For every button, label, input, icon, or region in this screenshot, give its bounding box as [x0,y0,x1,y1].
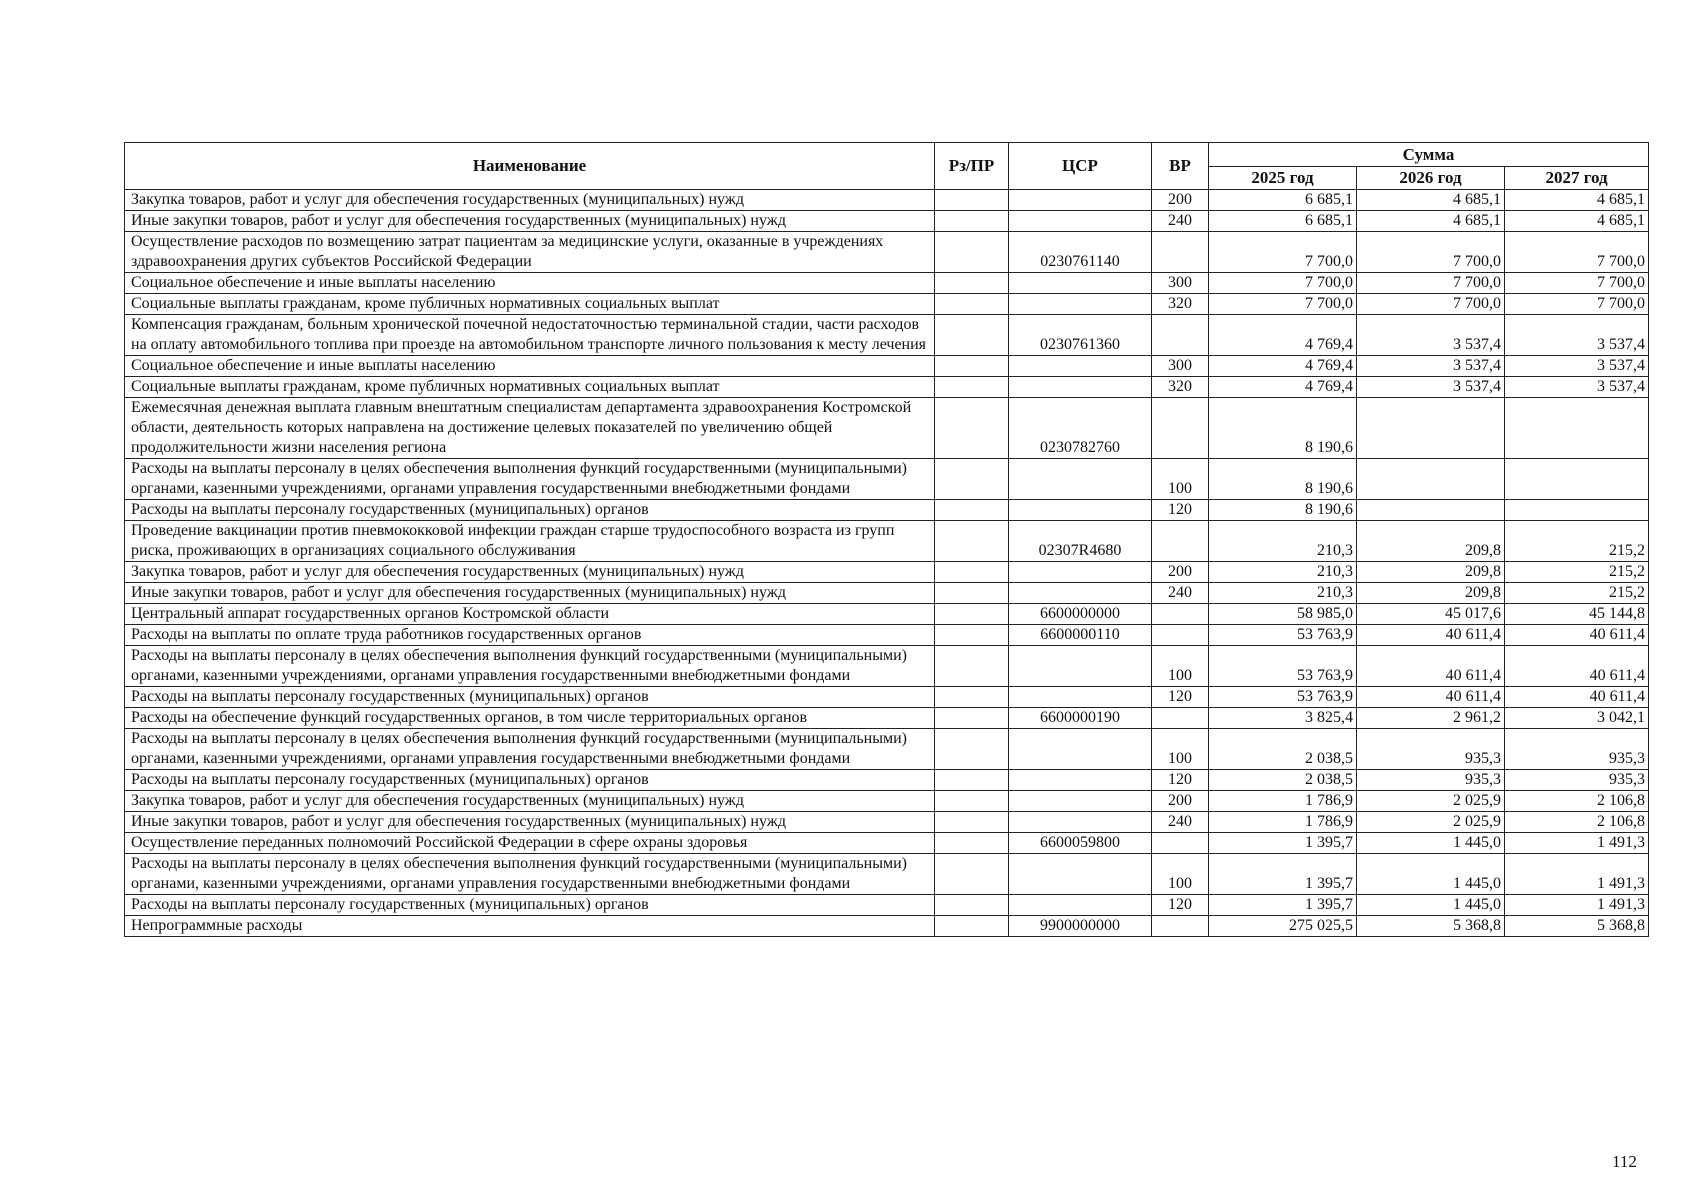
cell-vr [1152,625,1209,646]
cell-vr [1152,604,1209,625]
cell-csr: 6600000110 [1009,625,1152,646]
cell-2026: 209,8 [1357,562,1505,583]
cell-vr [1152,315,1209,356]
cell-2026: 7 700,0 [1357,273,1505,294]
cell-2025: 6 685,1 [1209,190,1357,211]
table-row [125,273,1649,294]
cell-csr [1009,562,1152,583]
cell-name: Расходы на выплаты персоналу государственных (муниципальных) органов [125,500,935,521]
cell-2027: 7 700,0 [1505,294,1649,315]
cell-2027 [1505,398,1649,459]
cell-2025: 8 190,6 [1209,398,1357,459]
cell-2026: 3 537,4 [1357,356,1505,377]
cell-csr [1009,895,1152,916]
cell-name: Осуществление переданных полномочий Российской Федерации в сфере охраны здоровья [125,833,935,854]
cell-vr: 200 [1152,791,1209,812]
cell-2027: 3 537,4 [1505,377,1649,398]
table-row [125,190,1649,211]
cell-csr: 0230782760 [1009,398,1152,459]
cell-csr [1009,356,1152,377]
cell-vr: 240 [1152,211,1209,232]
table-row [125,812,1649,833]
cell-name: Непрограммные расходы [125,916,935,937]
table-row [125,791,1649,812]
cell-rzpr [935,356,1009,377]
cell-rzpr [935,398,1009,459]
cell-2026: 4 685,1 [1357,211,1505,232]
table-row [125,916,1649,937]
page-number: 112 [1612,1152,1637,1171]
cell-2025: 58 985,0 [1209,604,1357,625]
table-row [125,646,1649,687]
cell-2027 [1505,459,1649,500]
header-year-2027: 2027 год [1505,167,1649,190]
cell-2026: 1 445,0 [1357,854,1505,895]
table-row [125,211,1649,232]
cell-2026: 935,3 [1357,729,1505,770]
table-row [125,294,1649,315]
cell-rzpr [935,190,1009,211]
cell-vr: 320 [1152,377,1209,398]
cell-csr [1009,459,1152,500]
cell-name: Социальные выплаты гражданам, кроме публичных нормативных социальных выплат [125,377,935,398]
cell-csr [1009,729,1152,770]
cell-2025: 8 190,6 [1209,459,1357,500]
table-body [125,190,1649,937]
cell-csr [1009,812,1152,833]
cell-vr [1152,833,1209,854]
cell-2027: 45 144,8 [1505,604,1649,625]
table-row [125,562,1649,583]
cell-csr: 02307R4680 [1009,521,1152,562]
cell-2025: 3 825,4 [1209,708,1357,729]
budget-table [124,142,1649,937]
cell-2027: 7 700,0 [1505,273,1649,294]
cell-rzpr [935,315,1009,356]
cell-rzpr [935,895,1009,916]
cell-2027: 1 491,3 [1505,854,1649,895]
cell-2027: 215,2 [1505,521,1649,562]
cell-2027: 1 491,3 [1505,895,1649,916]
cell-csr [1009,770,1152,791]
cell-rzpr [935,854,1009,895]
cell-rzpr [935,729,1009,770]
cell-2027: 935,3 [1505,770,1649,791]
header-csr: ЦСР [1009,143,1152,190]
cell-2025: 4 769,4 [1209,315,1357,356]
cell-2027: 40 611,4 [1505,687,1649,708]
cell-2025: 53 763,9 [1209,687,1357,708]
cell-rzpr [935,625,1009,646]
cell-2025: 1 786,9 [1209,812,1357,833]
cell-2025: 2 038,5 [1209,770,1357,791]
cell-2025: 1 395,7 [1209,895,1357,916]
cell-csr: 6600000190 [1009,708,1152,729]
cell-csr [1009,583,1152,604]
cell-name: Закупка товаров, работ и услуг для обеспечения государственных (муниципальных) нужд [125,190,935,211]
cell-rzpr [935,770,1009,791]
cell-vr: 300 [1152,356,1209,377]
cell-vr [1152,232,1209,273]
cell-vr [1152,398,1209,459]
cell-name: Расходы на выплаты персоналу государственных (муниципальных) органов [125,895,935,916]
cell-2026: 209,8 [1357,583,1505,604]
cell-2026 [1357,500,1505,521]
header-rzpr: Рз/ПР [935,143,1009,190]
cell-rzpr [935,521,1009,562]
cell-2027: 3 537,4 [1505,356,1649,377]
table-row [125,583,1649,604]
cell-vr: 300 [1152,273,1209,294]
cell-csr [1009,294,1152,315]
cell-rzpr [935,646,1009,687]
cell-csr [1009,500,1152,521]
cell-vr: 120 [1152,687,1209,708]
cell-vr: 100 [1152,854,1209,895]
cell-2025: 7 700,0 [1209,294,1357,315]
cell-csr [1009,854,1152,895]
cell-2027: 215,2 [1505,562,1649,583]
table-row [125,854,1649,895]
cell-vr: 320 [1152,294,1209,315]
cell-rzpr [935,294,1009,315]
cell-rzpr [935,791,1009,812]
cell-2025: 1 786,9 [1209,791,1357,812]
header-year-2025: 2025 год [1209,167,1357,190]
cell-2026: 2 025,9 [1357,812,1505,833]
cell-name: Расходы на выплаты персоналу в целях обеспечения выполнения функций государственными (муниципальными) органами, казенными учреждениями, органами управления государственными внебюджетными фондами [125,459,935,500]
cell-vr [1152,708,1209,729]
cell-csr [1009,646,1152,687]
cell-2025: 8 190,6 [1209,500,1357,521]
cell-2027: 3 537,4 [1505,315,1649,356]
cell-name: Расходы на выплаты персоналу государственных (муниципальных) органов [125,687,935,708]
cell-rzpr [935,583,1009,604]
cell-2025: 275 025,5 [1209,916,1357,937]
cell-2027: 40 611,4 [1505,646,1649,687]
cell-2026: 7 700,0 [1357,232,1505,273]
cell-2026: 2 025,9 [1357,791,1505,812]
cell-2026 [1357,398,1505,459]
cell-2025: 4 769,4 [1209,356,1357,377]
cell-vr: 240 [1152,812,1209,833]
cell-2027: 1 491,3 [1505,833,1649,854]
cell-vr: 100 [1152,729,1209,770]
cell-rzpr [935,232,1009,273]
cell-2025: 2 038,5 [1209,729,1357,770]
cell-2025: 4 769,4 [1209,377,1357,398]
cell-rzpr [935,562,1009,583]
cell-2026: 2 961,2 [1357,708,1505,729]
cell-rzpr [935,604,1009,625]
header-year-2026: 2026 год [1357,167,1505,190]
cell-name: Расходы на выплаты персоналу в целях обеспечения выполнения функций государственными (муниципальными) органами, казенными учреждениями, органами управления государственными внебюджетными фондами [125,729,935,770]
cell-rzpr [935,708,1009,729]
cell-vr: 120 [1152,770,1209,791]
cell-2025: 1 395,7 [1209,833,1357,854]
cell-2026: 45 017,6 [1357,604,1505,625]
cell-csr: 6600000000 [1009,604,1152,625]
cell-csr: 0230761140 [1009,232,1152,273]
cell-2026: 40 611,4 [1357,687,1505,708]
cell-2025: 53 763,9 [1209,625,1357,646]
cell-2026: 40 611,4 [1357,625,1505,646]
cell-csr: 9900000000 [1009,916,1152,937]
cell-vr: 120 [1152,895,1209,916]
cell-name: Осуществление расходов по возмещению затрат пациентам за медицинские услуги, оказанные в учреждениях здравоохранения других субъектов Российской Федерации [125,232,935,273]
cell-2026: 4 685,1 [1357,190,1505,211]
cell-name: Социальное обеспечение и иные выплаты населению [125,356,935,377]
cell-2027: 2 106,8 [1505,812,1649,833]
cell-rzpr [935,273,1009,294]
cell-2026: 1 445,0 [1357,833,1505,854]
cell-2027: 215,2 [1505,583,1649,604]
cell-2027: 935,3 [1505,729,1649,770]
cell-name: Расходы на выплаты персоналу государственных (муниципальных) органов [125,770,935,791]
cell-csr [1009,211,1152,232]
cell-vr: 120 [1152,500,1209,521]
cell-2027 [1505,500,1649,521]
cell-2027: 4 685,1 [1505,190,1649,211]
cell-name: Расходы на выплаты персоналу в целях обеспечения выполнения функций государственными (муниципальными) органами, казенными учреждениями, органами управления государственными внебюджетными фондами [125,854,935,895]
cell-rzpr [935,377,1009,398]
cell-2026: 209,8 [1357,521,1505,562]
cell-name: Расходы на выплаты персоналу в целях обеспечения выполнения функций государственными (муниципальными) органами, казенными учреждениями, органами управления государственными внебюджетными фондами [125,646,935,687]
cell-rzpr [935,687,1009,708]
table-row [125,729,1649,770]
cell-vr [1152,521,1209,562]
table-row [125,315,1649,356]
table-row [125,232,1649,273]
cell-name: Иные закупки товаров, работ и услуг для обеспечения государственных (муниципальных) нужд [125,583,935,604]
cell-2027: 40 611,4 [1505,625,1649,646]
cell-name: Расходы на обеспечение функций государственных органов, в том числе территориальных органов [125,708,935,729]
cell-name: Закупка товаров, работ и услуг для обеспечения государственных (муниципальных) нужд [125,791,935,812]
table-row [125,398,1649,459]
cell-2025: 210,3 [1209,562,1357,583]
cell-2025: 6 685,1 [1209,211,1357,232]
cell-name: Социальные выплаты гражданам, кроме публичных нормативных социальных выплат [125,294,935,315]
cell-2027: 7 700,0 [1505,232,1649,273]
cell-2026: 1 445,0 [1357,895,1505,916]
cell-vr: 100 [1152,646,1209,687]
cell-2026: 3 537,4 [1357,377,1505,398]
cell-name: Социальное обеспечение и иные выплаты населению [125,273,935,294]
cell-2026: 5 368,8 [1357,916,1505,937]
cell-2025: 7 700,0 [1209,232,1357,273]
cell-name: Центральный аппарат государственных органов Костромской области [125,604,935,625]
cell-rzpr [935,916,1009,937]
cell-csr [1009,377,1152,398]
cell-2025: 1 395,7 [1209,854,1357,895]
cell-name: Иные закупки товаров, работ и услуг для обеспечения государственных (муниципальных) нужд [125,812,935,833]
cell-vr: 240 [1152,583,1209,604]
cell-rzpr [935,459,1009,500]
cell-vr: 100 [1152,459,1209,500]
table-row [125,459,1649,500]
table-row [125,356,1649,377]
cell-rzpr [935,833,1009,854]
header-vr: ВР [1152,143,1209,190]
cell-name: Ежемесячная денежная выплата главным внештатным специалистам департамента здравоохранения Костромской области, деятельность которых направлена на достижение целевых показателей по увеличению общей продолжительности жизни населения региона [125,398,935,459]
cell-csr [1009,273,1152,294]
cell-2026 [1357,459,1505,500]
cell-csr: 0230761360 [1009,315,1152,356]
cell-csr [1009,687,1152,708]
cell-name: Проведение вакцинации против пневмококковой инфекции граждан старше трудоспособного возраста из групп риска, проживающих в организациях социального обслуживания [125,521,935,562]
table-row [125,521,1649,562]
table-row [125,377,1649,398]
cell-vr: 200 [1152,562,1209,583]
table-row [125,604,1649,625]
cell-name: Иные закупки товаров, работ и услуг для обеспечения государственных (муниципальных) нужд [125,211,935,232]
header-name: Наименование [125,143,935,190]
cell-2025: 53 763,9 [1209,646,1357,687]
cell-csr [1009,190,1152,211]
cell-name: Закупка товаров, работ и услуг для обеспечения государственных (муниципальных) нужд [125,562,935,583]
table-row [125,625,1649,646]
table-row [125,708,1649,729]
cell-name: Расходы на выплаты по оплате труда работников государственных органов [125,625,935,646]
cell-2026: 7 700,0 [1357,294,1505,315]
cell-2027: 3 042,1 [1505,708,1649,729]
cell-2025: 210,3 [1209,521,1357,562]
cell-rzpr [935,812,1009,833]
table-row [125,895,1649,916]
cell-2026: 935,3 [1357,770,1505,791]
cell-2025: 210,3 [1209,583,1357,604]
table-row [125,687,1649,708]
cell-name: Компенсация гражданам, больным хронической почечной недостаточностью терминальной стадии, части расходов на оплату автомобильного топлива при проезде на автомобильном транспорте личного пользования к месту лечения [125,315,935,356]
table-row [125,770,1649,791]
cell-vr: 200 [1152,190,1209,211]
cell-csr [1009,791,1152,812]
cell-csr: 6600059800 [1009,833,1152,854]
cell-2027: 2 106,8 [1505,791,1649,812]
header-sum: Сумма [1209,143,1649,167]
cell-2027: 4 685,1 [1505,211,1649,232]
cell-rzpr [935,211,1009,232]
cell-vr [1152,916,1209,937]
cell-2026: 3 537,4 [1357,315,1505,356]
cell-2027: 5 368,8 [1505,916,1649,937]
cell-2025: 7 700,0 [1209,273,1357,294]
table-row [125,833,1649,854]
cell-rzpr [935,500,1009,521]
table-row [125,500,1649,521]
cell-2026: 40 611,4 [1357,646,1505,687]
